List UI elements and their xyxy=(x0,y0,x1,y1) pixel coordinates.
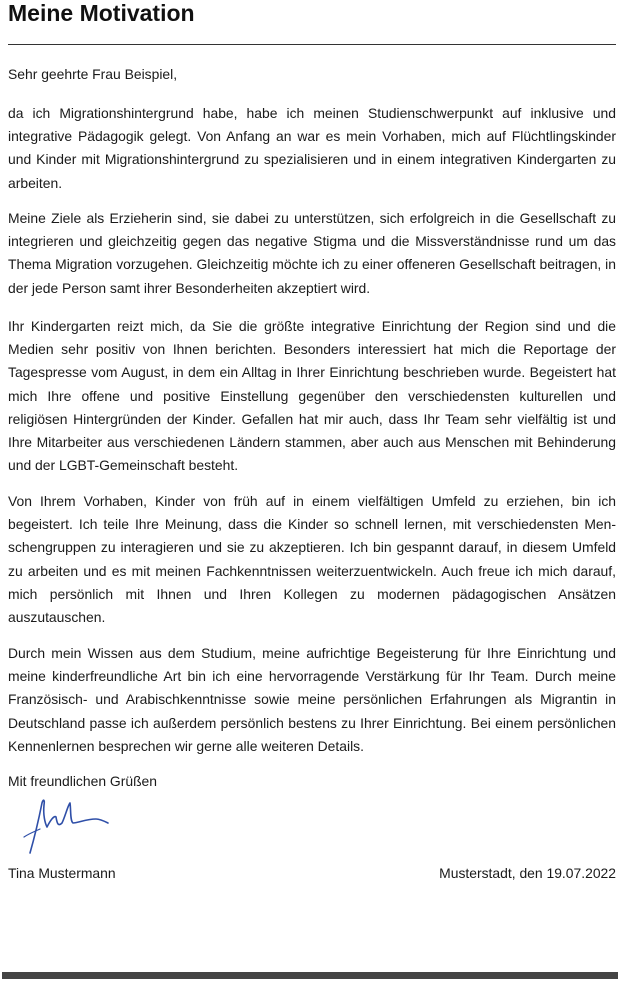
footer-bar xyxy=(2,972,618,979)
sender-name: Tina Mustermann xyxy=(8,865,116,881)
paragraph-2: Meine Ziele als Erzieherin sind, sie dabei zu unterstützen, sich erfolgreich in die Gesellschaft zu integrieren und gleichzeitig gegen das negative Stigma und die Missverständnisse rund um das Thema Migration vorzugehen. Gleichzeitig möchte ich zu einer offeneren Gesellschaft beitragen, in der jede Person samt ihrer Besonderheiten akzeptiert wird. xyxy=(8,210,616,296)
salutation: Sehr geehrte Frau Beispiel, xyxy=(8,66,178,82)
document-title: Meine Motivation xyxy=(8,0,195,26)
paragraph-5: Durch mein Wissen aus dem Studium, meine aufrichtige Begeisterung für Ihre Einrichtung und meine kinderfreundliche Art bin ich eine hervorragende Verstärkung für Ihr Team. Durch meine Französisch- und Arabischkenntnisse sowie meine persönlichen Erfahrungen als Migrantin in Deutschland passe ich außerdem persönlich bestens zu Ihrer Einrichtung. Bei einem persönlichen Kennenlernen besprechen wir gerne alle weiteren Details. xyxy=(8,645,616,754)
paragraph-1: da ich Migrationshintergrund habe, habe ich meinen Studienschwerpunkt auf inklusive und integrative Pädagogik gelegt. Von Anfang an war es mein Vorhaben, mich auf Flüchtlingskinder und Kinder mit Migrationshintergrund zu spezialisieren und in einem integrativen Kindergarten zu arbeiten. xyxy=(8,105,616,191)
title-divider xyxy=(8,44,616,45)
letter-page xyxy=(8,0,616,984)
place-and-date: Musterstadt, den 19.07.2022 xyxy=(439,865,616,881)
handwritten-signature xyxy=(16,793,111,858)
closing-greeting: Mit freundlichen Grüßen xyxy=(8,773,158,789)
paragraph-3: Ihr Kindergarten reizt mich, da Sie die größte integrative Einrichtung der Region sind und die Medien sehr positiv von Ihnen berichten. Besonders interessiert hat mich die Reportage der Tagespresse vom August, in dem ein Alltag in Ihrer Einrichtung beschrieben wurde. Begeistert hat mich Ihre offene und positive Einstellung gegenüber den verschiedensten kulturellen und religiösen Hintergründen der Kinder. Gefallen hat mir auch, dass Ihr Team sehr vielfältig ist und Ihre Mitarbeiter aus verschiedenen Ländern stammen, aber auch aus Menschen mit Behinderung und der LGBT-Gemeinschaft besteht. xyxy=(8,318,616,474)
paragraph-4: Von Ihrem Vorhaben, Kinder von früh auf in einem vielfältigen Umfeld zu erziehen, bin ich begeistert. Ich teile Ihre Meinung, dass die Kinder so schnell lernen, mit verschiedensten Menschengruppen zu interagieren und sie zu akzeptieren. Ich bin gespannt darauf, in diesem Umfeld zu arbeiten und es mit meinen Fachkenntnissen weiterzuentwickeln. Auch freue ich mich darauf, mich persönlich mit Ihnen und Ihren Kollegen zu modernen pädagogischen Ansätzen auszutauschen. xyxy=(8,493,616,626)
